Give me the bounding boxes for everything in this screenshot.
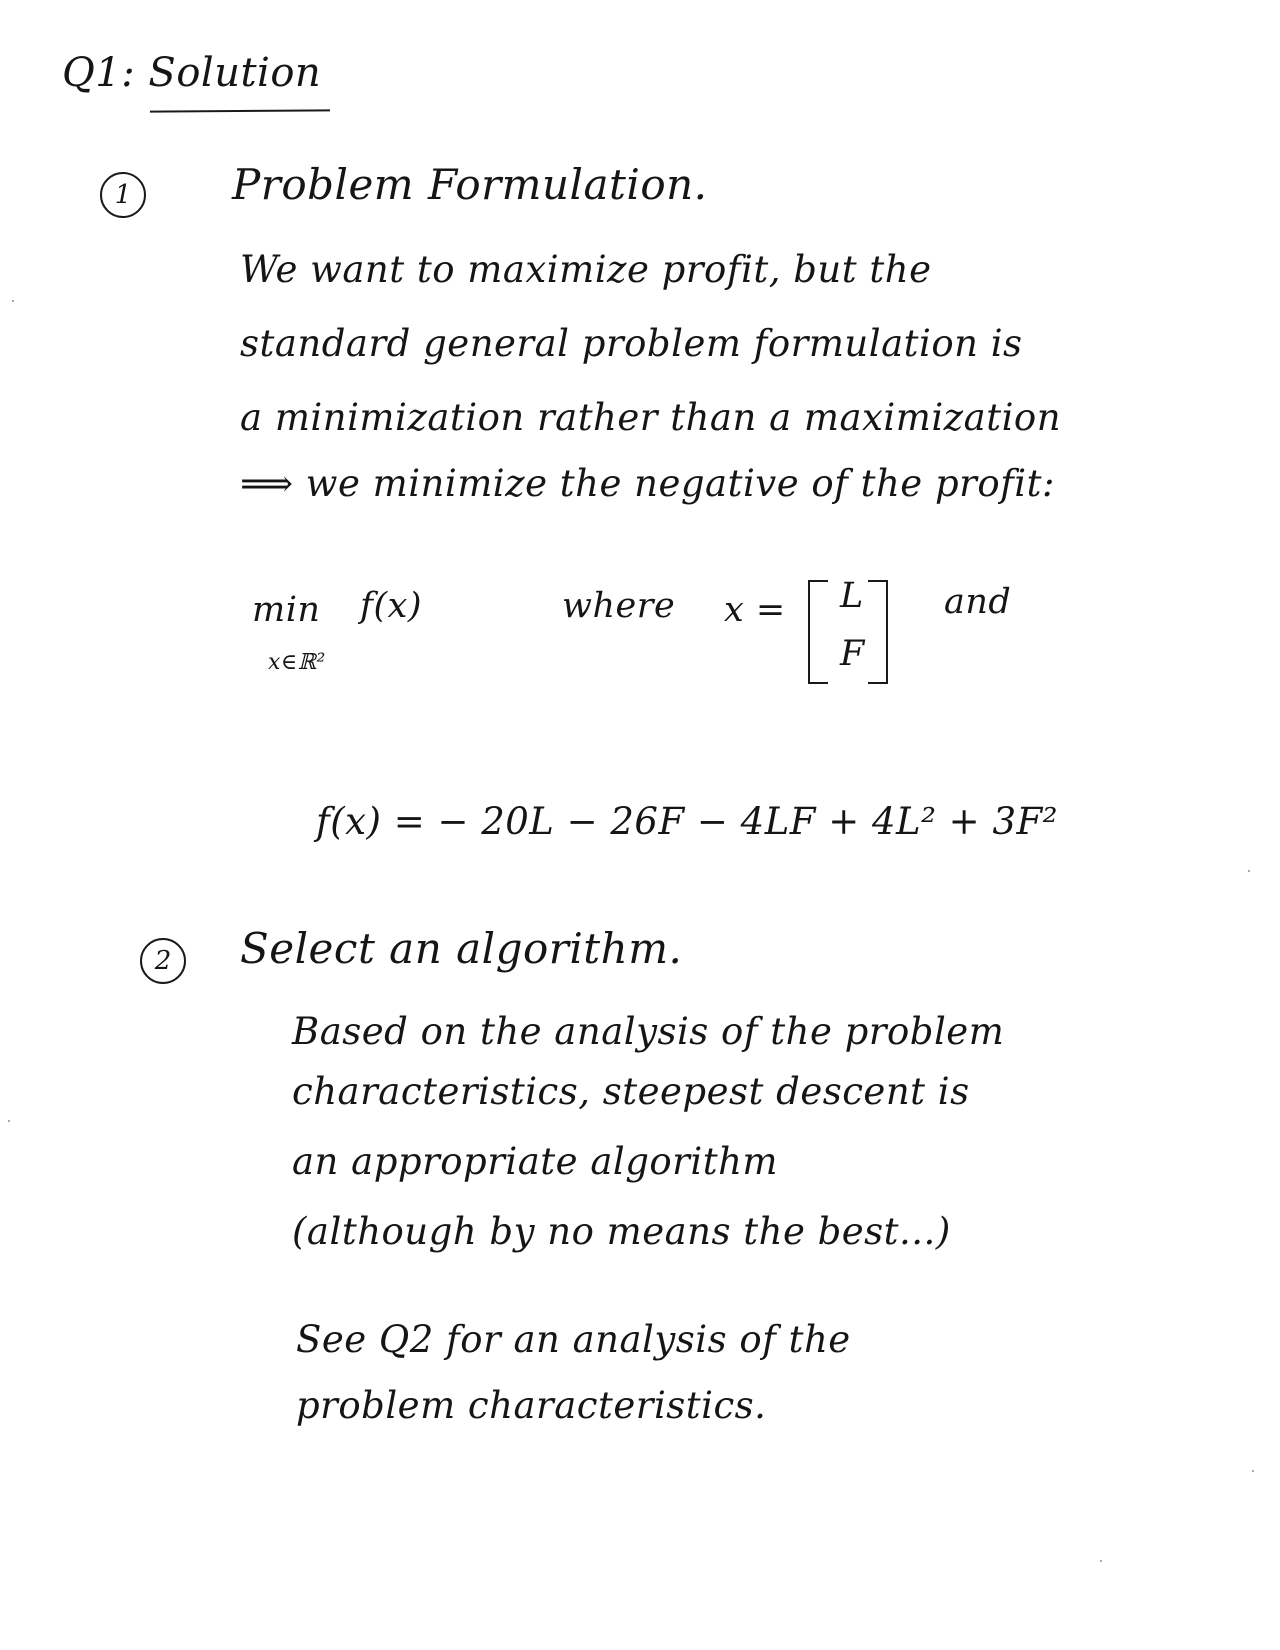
section-2-line-2: characteristics, steepest descent is bbox=[292, 1070, 970, 1113]
title-underline bbox=[150, 109, 330, 112]
scan-speck bbox=[8, 1120, 10, 1122]
section-2-line-4: (although by no means the best...) bbox=[292, 1210, 951, 1253]
objective-function: f(x) bbox=[360, 586, 423, 626]
section-2-note-line-1: See Q2 for an analysis of the bbox=[296, 1318, 851, 1361]
section-1-line-3: a minimization rather than a maximization bbox=[240, 396, 1062, 439]
section-1-line-1: We want to maximize profit, but the bbox=[240, 248, 932, 291]
scan-speck bbox=[1100, 1560, 1102, 1562]
vector-bottom-entry: F bbox=[840, 634, 865, 674]
scan-speck bbox=[1248, 870, 1250, 872]
section-2-line-1: Based on the analysis of the problem bbox=[292, 1010, 1005, 1053]
section-2-note-line-2: problem characteristics. bbox=[296, 1384, 767, 1427]
section-2-number: 2 bbox=[140, 938, 186, 984]
vector-left-bracket bbox=[808, 580, 828, 684]
scan-speck bbox=[1252, 1470, 1254, 1472]
section-1-number: 1 bbox=[100, 172, 146, 218]
section-1-line-2: standard general problem formulation is bbox=[240, 322, 1023, 365]
vector-right-bracket bbox=[868, 580, 888, 684]
min-subscript: x∈ℝ² bbox=[268, 650, 326, 675]
where-label: where bbox=[562, 586, 676, 626]
section-1-line-4: ⟹ we minimize the negative of the profit: bbox=[240, 462, 1055, 505]
section-2-heading: Select an algorithm. bbox=[240, 924, 683, 973]
section-2-line-3: an appropriate algorithm bbox=[292, 1140, 778, 1183]
section-1-heading: Problem Formulation. bbox=[232, 160, 708, 209]
objective-equation: f(x) = − 20L − 26F − 4LF + 4L² + 3F² bbox=[316, 800, 1058, 843]
vector-top-entry: L bbox=[840, 576, 864, 616]
x-equals: x = bbox=[724, 590, 786, 630]
page-title: Q1: Solution bbox=[62, 50, 322, 96]
scan-speck bbox=[12, 300, 14, 302]
min-operator: min bbox=[252, 590, 321, 630]
and-label: and bbox=[944, 582, 1012, 622]
